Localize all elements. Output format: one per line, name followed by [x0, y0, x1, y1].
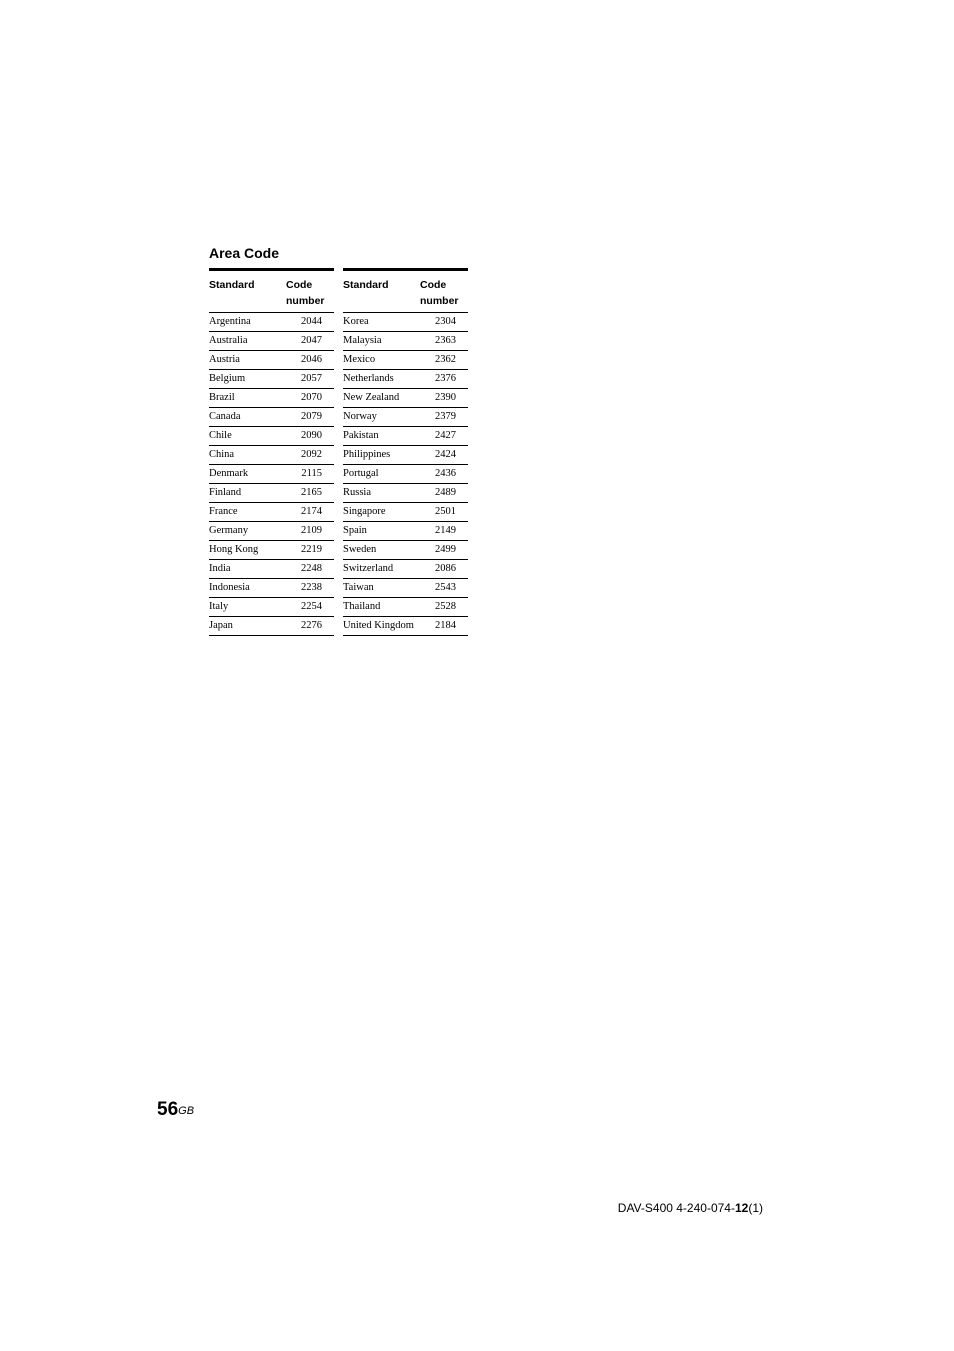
table-row	[209, 484, 334, 503]
country-name: Japan	[209, 617, 286, 636]
table-row	[343, 408, 468, 427]
area-code-value: 2379	[420, 408, 468, 427]
table-row	[343, 617, 468, 636]
area-code-value: 2046	[286, 351, 334, 370]
header-code-number	[420, 270, 468, 313]
footer-model-code	[618, 1200, 763, 1216]
area-code-value: 2427	[420, 427, 468, 446]
area-code-value: 2109	[286, 522, 334, 541]
area-code-value: 2184	[420, 617, 468, 636]
country-name: Russia	[343, 484, 420, 503]
country-name: Spain	[343, 522, 420, 541]
area-code-value: 2079	[286, 408, 334, 427]
table-row	[343, 560, 468, 579]
area-code-value: 2363	[420, 332, 468, 351]
country-name: Korea	[343, 313, 420, 332]
country-name: Netherlands	[343, 370, 420, 389]
header-code-line2: number	[420, 295, 459, 307]
table-row	[343, 541, 468, 560]
area-code-value: 2165	[286, 484, 334, 503]
country-name: Portugal	[343, 465, 420, 484]
table-row	[209, 427, 334, 446]
section-title: Area Code	[209, 245, 280, 261]
table-row	[343, 370, 468, 389]
area-code-value: 2092	[286, 446, 334, 465]
table-row	[343, 579, 468, 598]
area-code-value: 2501	[420, 503, 468, 522]
area-code-value: 2070	[286, 389, 334, 408]
table-row	[209, 313, 334, 332]
area-code-value: 2362	[420, 351, 468, 370]
country-name: Austria	[209, 351, 286, 370]
table-row	[343, 522, 468, 541]
page-number-value: 56	[157, 1099, 179, 1120]
area-code-value: 2543	[420, 579, 468, 598]
country-name: Mexico	[343, 351, 420, 370]
area-code-value: 2047	[286, 332, 334, 351]
country-name: Brazil	[209, 389, 286, 408]
table-header-row	[343, 270, 468, 313]
country-name: Norway	[343, 408, 420, 427]
table-row	[343, 313, 468, 332]
table-body-left	[209, 313, 334, 636]
table-row	[343, 427, 468, 446]
country-name: India	[209, 560, 286, 579]
country-name: Pakistan	[343, 427, 420, 446]
country-name: Australia	[209, 332, 286, 351]
area-code-value: 2149	[420, 522, 468, 541]
country-name: Finland	[209, 484, 286, 503]
area-code-value: 2174	[286, 503, 334, 522]
header-code-line2: number	[286, 295, 325, 307]
country-name: Canada	[209, 408, 286, 427]
header-code-line1: Code	[420, 279, 447, 291]
table-body-right	[343, 313, 468, 636]
area-code-value: 2254	[286, 598, 334, 617]
table-row	[343, 484, 468, 503]
page-number	[157, 1099, 194, 1121]
country-name: New Zealand	[343, 389, 420, 408]
area-code-value: 2057	[286, 370, 334, 389]
country-name: Thailand	[343, 598, 420, 617]
country-name: Belgium	[209, 370, 286, 389]
area-code-value: 2219	[286, 541, 334, 560]
country-name: Denmark	[209, 465, 286, 484]
table-row	[209, 446, 334, 465]
area-code-value: 2238	[286, 579, 334, 598]
area-code-value: 2499	[420, 541, 468, 560]
area-code-value: 2390	[420, 389, 468, 408]
table-row	[343, 465, 468, 484]
country-name: Argentina	[209, 313, 286, 332]
area-code-value: 2528	[420, 598, 468, 617]
area-code-table-right	[343, 268, 468, 636]
page-number-suffix: GB	[178, 1105, 195, 1117]
table-row	[209, 522, 334, 541]
area-code-value: 2424	[420, 446, 468, 465]
header-code-number	[286, 270, 334, 313]
area-code-value: 2304	[420, 313, 468, 332]
table-header-row	[209, 270, 334, 313]
table-row	[209, 541, 334, 560]
area-code-value: 2276	[286, 617, 334, 636]
country-name: Taiwan	[343, 579, 420, 598]
country-name: Malaysia	[343, 332, 420, 351]
area-code-value: 2248	[286, 560, 334, 579]
table-row	[209, 351, 334, 370]
table-row	[209, 332, 334, 351]
table-row	[209, 560, 334, 579]
table-row	[343, 446, 468, 465]
country-name: Singapore	[343, 503, 420, 522]
country-name: Sweden	[343, 541, 420, 560]
footer-model-prefix: DAV-S400 4-240-074-	[617, 1201, 735, 1215]
country-name: Switzerland	[343, 560, 420, 579]
area-code-value: 2376	[420, 370, 468, 389]
table-row	[343, 598, 468, 617]
header-standard: Standard	[343, 279, 389, 291]
country-name: Germany	[209, 522, 286, 541]
area-code-table-left	[209, 268, 334, 636]
table-row	[343, 503, 468, 522]
table-row	[209, 465, 334, 484]
table-row	[343, 351, 468, 370]
footer-model-suffix: (1)	[748, 1201, 763, 1215]
area-code-value: 2436	[420, 465, 468, 484]
area-code-value: 2489	[420, 484, 468, 503]
table-row	[209, 598, 334, 617]
country-name: Indonesia	[209, 579, 286, 598]
header-standard: Standard	[209, 279, 255, 291]
area-code-value: 2086	[420, 560, 468, 579]
table-row	[343, 389, 468, 408]
table-row	[343, 332, 468, 351]
header-code-line1: Code	[286, 279, 313, 291]
table-row	[209, 389, 334, 408]
country-name: Philippines	[343, 446, 420, 465]
country-name: France	[209, 503, 286, 522]
table-row	[209, 370, 334, 389]
table-row	[209, 579, 334, 598]
country-name: Italy	[209, 598, 286, 617]
country-name: United Kingdom	[343, 617, 420, 636]
country-name: China	[209, 446, 286, 465]
table-row	[209, 408, 334, 427]
table-row	[209, 617, 334, 636]
country-name: Hong Kong	[209, 541, 286, 560]
area-code-value: 2090	[286, 427, 334, 446]
country-name: Chile	[209, 427, 286, 446]
table-row	[209, 503, 334, 522]
footer-model-bold: 12	[734, 1201, 749, 1215]
area-code-value: 2044	[286, 313, 334, 332]
area-code-value: 2115	[286, 465, 334, 484]
